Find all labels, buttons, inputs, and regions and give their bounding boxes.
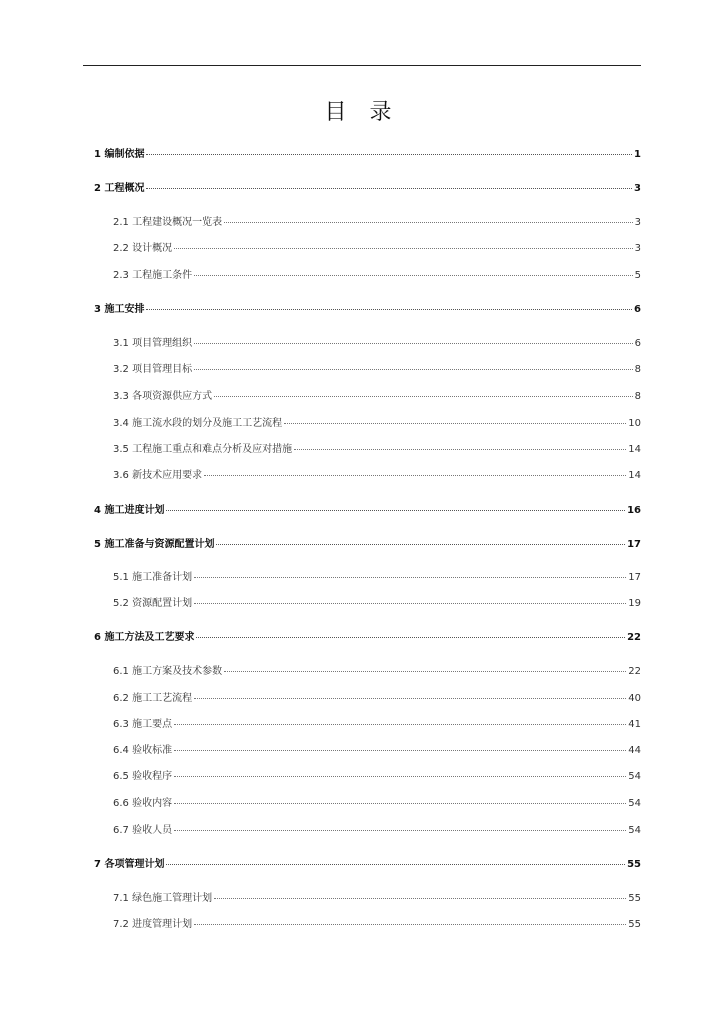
dot-leader [214, 898, 626, 899]
dot-leader [166, 864, 625, 865]
toc-page-number: 16 [627, 505, 641, 516]
toc-section-entry[interactable] [113, 596, 641, 612]
toc-chapter-entry[interactable] [94, 857, 641, 873]
toc-entry-label: 6.3 施工要点 [113, 719, 173, 730]
dot-leader [174, 724, 626, 725]
dot-leader [174, 830, 626, 831]
toc-page-number: 8 [634, 364, 641, 375]
toc-page-number: 22 [627, 632, 641, 643]
toc-section-entry[interactable] [113, 743, 641, 759]
toc-page-number: 22 [628, 666, 641, 677]
toc-entry-label: 6.1 施工方案及技术参数 [113, 666, 223, 677]
dot-leader [146, 188, 632, 189]
dot-leader [194, 275, 633, 276]
toc-entry-label: 3.5 工程施工重点和难点分析及应对措施 [113, 444, 293, 455]
toc-page-number: 55 [627, 859, 641, 870]
toc-page-number: 3 [634, 243, 641, 254]
toc-section-entry[interactable] [113, 917, 641, 933]
toc-entry-label: 3.1 项目管理组织 [113, 338, 193, 349]
toc-entry-label: 2.2 设计概况 [113, 243, 173, 254]
dot-leader [224, 222, 633, 223]
toc-page-number: 1 [634, 149, 641, 160]
toc-entry-label: 6.2 施工工艺流程 [113, 693, 193, 704]
toc-section-entry[interactable] [113, 717, 641, 733]
toc-section-entry[interactable] [113, 362, 641, 378]
toc-page-number: 55 [628, 919, 641, 930]
toc-entry-label: 6.6 验收内容 [113, 798, 173, 809]
toc-chapter-entry[interactable] [94, 537, 641, 553]
toc-page-number: 40 [628, 693, 641, 704]
toc-page-number: 10 [628, 418, 641, 429]
toc-entry-label: 6.5 验收程序 [113, 771, 173, 782]
toc-entry-label: 4 施工进度计划 [94, 505, 165, 516]
dot-leader [224, 671, 626, 672]
toc-page-number: 17 [628, 572, 641, 583]
dot-leader [194, 577, 626, 578]
dot-leader [214, 396, 633, 397]
dot-leader [196, 637, 625, 638]
toc-entry-label: 7.2 进度管理计划 [113, 919, 193, 930]
toc-page-number: 44 [628, 745, 641, 756]
dot-leader [146, 309, 632, 310]
toc-page-number: 54 [628, 825, 641, 836]
dot-leader [174, 248, 633, 249]
toc-entry-label: 5.2 资源配置计划 [113, 598, 193, 609]
toc-section-entry[interactable] [113, 241, 641, 257]
toc-page-number: 14 [628, 470, 641, 481]
dot-leader [166, 510, 625, 511]
toc-page-number: 3 [634, 217, 641, 228]
toc-page-number: 3 [634, 183, 641, 194]
toc-page-number: 6 [634, 338, 641, 349]
toc-chapter-entry[interactable] [94, 147, 641, 163]
dot-leader [194, 343, 633, 344]
toc-entry-label: 6.4 验收标准 [113, 745, 173, 756]
dot-leader [294, 449, 626, 450]
toc-entry-label: 7 各项管理计划 [94, 859, 165, 870]
toc-entry-label: 3 施工安排 [94, 304, 145, 315]
toc-section-entry[interactable] [113, 468, 641, 484]
toc-page-number: 6 [634, 304, 641, 315]
toc-section-entry[interactable] [113, 823, 641, 839]
toc-chapter-entry[interactable] [94, 181, 641, 197]
toc-entry-label: 3.2 项目管理目标 [113, 364, 193, 375]
toc-section-entry[interactable] [113, 268, 641, 284]
toc-entry-label: 1 编制依据 [94, 149, 145, 160]
toc-section-entry[interactable] [113, 891, 641, 907]
toc-section-entry[interactable] [113, 769, 641, 785]
toc-entry-label: 2.1 工程建设概况一览表 [113, 217, 223, 228]
toc-page-number: 8 [634, 391, 641, 402]
toc-section-entry[interactable] [113, 664, 641, 680]
toc-section-entry[interactable] [113, 416, 641, 432]
dot-leader [174, 750, 626, 751]
dot-leader [284, 423, 626, 424]
toc-section-entry[interactable] [113, 336, 641, 352]
dot-leader [204, 475, 626, 476]
toc-entry-label: 6.7 验收人员 [113, 825, 173, 836]
toc-entry-label: 3.3 各项资源供应方式 [113, 391, 213, 402]
toc-section-entry[interactable] [113, 691, 641, 707]
dot-leader [146, 154, 632, 155]
toc-section-entry[interactable] [113, 389, 641, 405]
toc-entry-label: 5 施工准备与资源配置计划 [94, 539, 215, 550]
toc-page-number: 41 [628, 719, 641, 730]
toc-page-number: 54 [628, 798, 641, 809]
toc-chapter-entry[interactable] [94, 302, 641, 318]
toc-page-number: 19 [628, 598, 641, 609]
toc-section-entry[interactable] [113, 215, 641, 231]
toc-entry-label: 3.6 新技术应用要求 [113, 470, 203, 481]
toc-chapter-entry[interactable] [94, 503, 641, 519]
dot-leader [174, 803, 626, 804]
toc-page-number: 17 [627, 539, 641, 550]
toc-section-entry[interactable] [113, 796, 641, 812]
toc-page-number: 14 [628, 444, 641, 455]
toc-entry-label: 6 施工方法及工艺要求 [94, 632, 195, 643]
toc-entry-label: 7.1 绿色施工管理计划 [113, 893, 213, 904]
dot-leader [194, 924, 626, 925]
toc-section-entry[interactable] [113, 442, 641, 458]
dot-leader [194, 698, 626, 699]
toc-section-entry[interactable] [113, 570, 641, 586]
toc-entry-label: 3.4 施工流水段的划分及施工工艺流程 [113, 418, 283, 429]
dot-leader [194, 369, 633, 370]
dot-leader [216, 544, 625, 545]
toc-entry-label: 5.1 施工准备计划 [113, 572, 193, 583]
toc-page-number: 5 [634, 270, 641, 281]
toc-entry-label: 2 工程概况 [94, 183, 145, 194]
toc-page-number: 54 [628, 771, 641, 782]
toc-page-number: 55 [628, 893, 641, 904]
toc-entry-label: 2.3 工程施工条件 [113, 270, 193, 281]
page-title: 目 录 [324, 100, 400, 125]
toc-chapter-entry[interactable] [94, 630, 641, 646]
dot-leader [194, 603, 626, 604]
dot-leader [174, 776, 626, 777]
